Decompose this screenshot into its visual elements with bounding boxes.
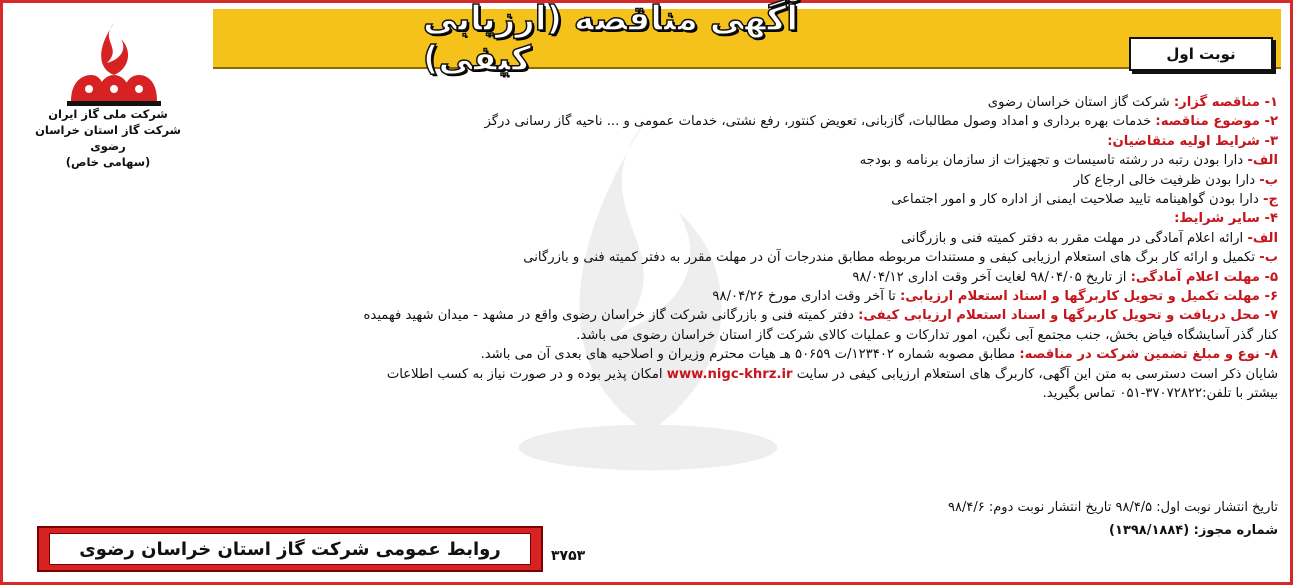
guarantee-value: مطابق مصوبه شماره ۱۲۳۴۰۲/ت ۵۰۶۵۹ هـ هیات محترم وزیران و اصلاحیه های بعدی آن می باشد.: [480, 347, 1020, 363]
notice-body: [23, 93, 1278, 404]
deadline-label: ۵- مهلت اعلام آمادگی:: [1130, 269, 1278, 285]
item-guarantee: [23, 345, 1278, 364]
item-location-cont: [23, 326, 1278, 345]
other-label: ۴- سایر شرایط:: [1174, 211, 1278, 227]
public-relations-text: روابط عمومی شرکت گاز استان خراسان رضوی: [49, 533, 531, 565]
other-a: [23, 229, 1278, 248]
item-other-heading: [23, 209, 1278, 228]
item-subject: [23, 112, 1278, 131]
permit-number: شماره مجوز: (۱۳۹۸/۱۸۸۴): [1109, 523, 1278, 538]
cond-b-label: ب-: [1259, 172, 1278, 188]
condition-a: [23, 151, 1278, 170]
other-b: [23, 248, 1278, 267]
note-line-1: [23, 365, 1278, 384]
note-part2: امکان پذیر بوده و در صورت نیاز به کسب اطلاعات: [386, 366, 667, 382]
location-value-2: کنار گذر آسایشگاه فیاض بخش، جنب مجتمع آبی نگین، امور تدارکات و عملیات کالای شرکت گاز استان خراسان رضوی می باشد.: [576, 327, 1278, 343]
deadline-value: از تاریخ ۹۸/۰۴/۰۵ لغایت آخر وقت اداری ۹۸/۰۴/۱۲: [852, 269, 1131, 285]
ad-code: ۳۷۵۳: [551, 548, 586, 564]
item-location: [23, 306, 1278, 325]
company-name-line3: (سهامی خاص): [65, 155, 151, 169]
website-link[interactable]: www.nigc-khrz.ir: [666, 366, 793, 382]
item-completion: [23, 287, 1278, 306]
other-b-label: ب-: [1259, 250, 1278, 266]
item-conditions-heading: [23, 132, 1278, 151]
item-tenderer: [23, 93, 1278, 112]
other-b-text: تکمیل و ارائه کار برگ های استعلام ارزیابی کیفی و مستندات مربوطه مطابق مندرجات آن در مهلت مقرر به دفتر کمیته فنی و بازرگانی: [523, 250, 1260, 266]
location-label: ۷- محل دریافت و تحویل کاربرگها و اسناد استعلام ارزیابی کیفی:: [858, 308, 1278, 324]
item-deadline: [23, 268, 1278, 287]
other-a-text: ارائه اعلام آمادگی در مهلت مقرر به دفتر کمیته فنی و بازرگانی: [900, 230, 1248, 246]
completion-label: ۶- مهلت تکمیل و تحویل کاربرگها و اسناد استعلام ارزیابی:: [900, 289, 1278, 305]
conditions-label: ۳- شرایط اولیه متقاضیان:: [1107, 133, 1278, 149]
other-a-label: الف-: [1247, 230, 1278, 246]
subject-label: ۲- موضوع مناقصه:: [1155, 114, 1278, 130]
note-phone: بیشتر با تلفن:۳۷۰۷۲۸۲۲-۰۵۱ تماس بگیرید.: [1042, 386, 1278, 402]
cond-c-label: ج-: [1263, 192, 1278, 208]
guarantee-label: ۸- نوع و مبلغ تضمین شرکت در مناقصه:: [1019, 347, 1278, 363]
public-relations-banner: [37, 526, 543, 572]
condition-b: [23, 171, 1278, 190]
note-line-2: [23, 384, 1278, 403]
cond-c-text: دارا بودن گواهینامه تایید صلاحیت ایمنی از اداره کار و امور اجتماعی: [891, 192, 1264, 208]
notice-title: آگهی مناقصه (ارزیابی کیفی): [423, 0, 799, 79]
cond-a-text: دارا بودن رتبه در رشته تاسیسات و تجهیزات از سازمان برنامه و بودجه: [859, 153, 1248, 169]
note-part1: شایان ذکر است دسترسی به متن این آگهی، کاربرگ های استعلام ارزیابی کیفی در سایت: [792, 366, 1278, 382]
location-value: دفتر کمیته فنی و بازرگانی شرکت گاز خراسان رضوی واقع در مشهد - میدان شهید فهمیده: [363, 308, 859, 324]
completion-value: تا آخر وقت اداری مورخ ۹۸/۰۴/۲۶: [712, 289, 901, 305]
publish-dates: تاریخ انتشار نوبت اول: ۹۸/۴/۵ تاریخ انتشار نوبت دوم: ۹۸/۴/۶: [948, 500, 1278, 515]
tenderer-label: ۱- مناقصه گزار:: [1173, 95, 1278, 110]
condition-c: [23, 190, 1278, 209]
company-name-line2: شرکت گاز استان خراسان رضوی: [35, 123, 181, 153]
company-name-line1: شرکت ملی گاز ایران: [48, 107, 168, 121]
round-badge: نوبت اول: [1129, 37, 1273, 71]
cond-a-label: الف-: [1247, 153, 1278, 169]
subject-value: خدمات بهره برداری و امداد وصول مطالبات، گازبانی، تعویض کنتور، رفع نشتی، خدمات عمومی و ... ناحیه گاز رسانی درگز: [484, 114, 1156, 130]
tenderer-value: شرکت گاز استان خراسان رضوی: [987, 95, 1174, 110]
cond-b-text: دارا بودن ظرفیت خالی ارجاع کار: [1073, 172, 1260, 188]
